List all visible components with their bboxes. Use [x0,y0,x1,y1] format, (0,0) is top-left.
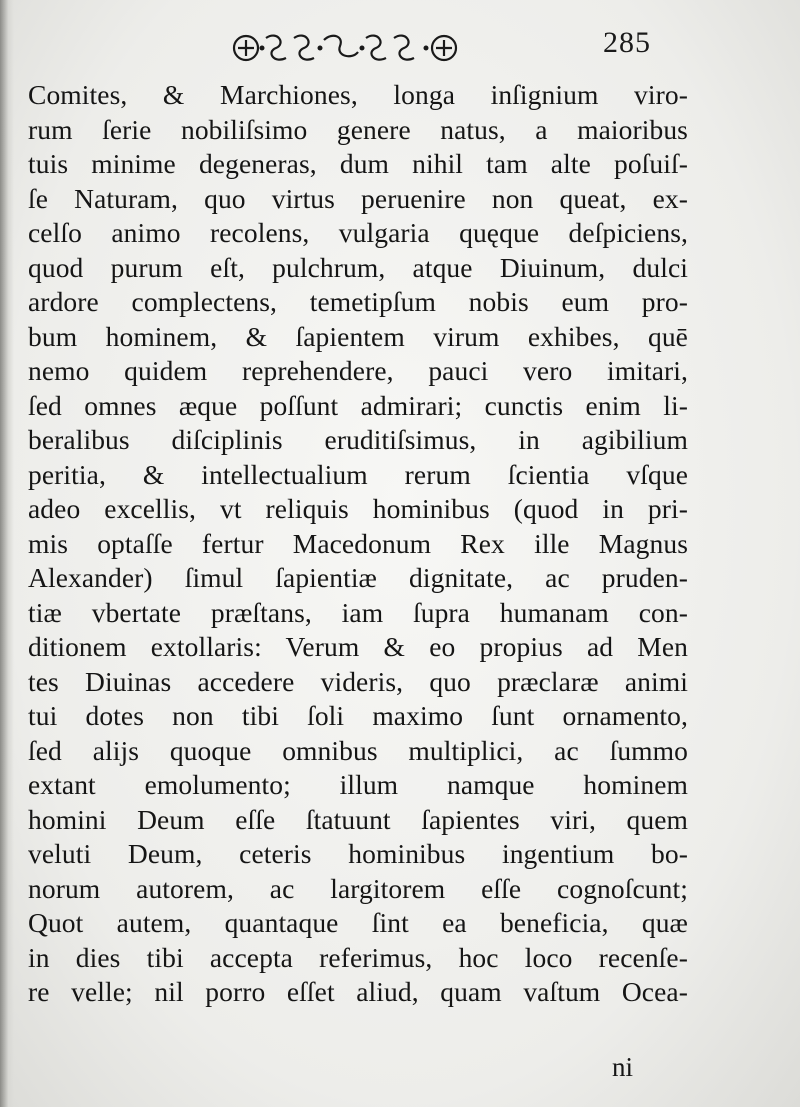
text-line: ſed alijs quoque omnibus multiplici, ac ſummo [28,734,688,766]
text-line: veluti Deum, ceteris hominibus ingentium bo- [28,838,688,869]
text-line: tes Diuinas accedere videris, quo præclaræ animi [28,665,688,697]
text-line: tiæ vbertate præſtans, iam ſupra humanam con- [28,596,688,628]
text-line: in dies tibi accepta referimus, hoc loco recenſe- [28,941,688,973]
text-line: Alexander) ſimul ſapientiæ dignitate, ac pruden- [28,562,688,593]
page-number: 285 [603,26,651,59]
headpiece-ornament-icon [228,30,468,66]
text-line: peritia, & intellectualium rerum ſcientia vſque [28,458,688,490]
text-line: adeo excellis, vt reliquis hominibus (quod in pri- [28,493,688,524]
text-line: rum ſerie nobiliſsimo genere natus, a maioribus [28,113,688,145]
text-line: ſe Naturam, quo virtus peruenire non queat, ex- [28,182,688,214]
text-line: homini Deum eſſe ſtatuunt ſapientes viri, quem [28,803,688,835]
text-line: bum hominem, & ſapientem virum exhibes, quē [28,320,688,352]
text-line: extant emolumento; illum namque hominem [28,769,688,800]
text-line: tuis minime degeneras, dum nihil tam alte poſuiſ- [28,148,688,179]
text-line: tui dotes non tibi ſoli maximo ſunt ornamento, [28,700,688,731]
page-gutter-shadow [0,0,14,1107]
text-line: ardore complectens, temetipſum nobis eum pro- [28,286,688,317]
text-line: ditionem extollaris: Verum & eo propius ad Men [28,631,688,662]
text-line: quod purum eſt, pulchrum, atque Diuinum, dulci [28,251,688,283]
text-line: nemo quidem reprehendere, pauci vero imitari, [28,355,688,386]
text-line: mis optaſſe fertur Macedonum Rex ille Magnus [28,527,688,559]
text-line: Quot autem, quantaque ſint ea beneficia, quæ [28,907,688,938]
text-line: ſed omnes æque poſſunt admirari; cunctis enim li- [28,389,688,421]
body-text [28,78,688,1010]
text-line: beralibus diſciplinis eruditiſsimus, in agibilium [28,424,688,455]
text-line: celſo animo recolens, vulgaria quęque deſpiciens, [28,217,688,248]
catchword: ni [612,1052,634,1082]
text-line: Comites, & Marchiones, longa inſignium viro- [28,79,688,110]
text-line: norum autorem, ac largitorem eſſe cognoſcunt; [28,872,688,904]
text-line: re velle; nil porro eſſet aliud, quam vaſtum Ocea- [28,976,688,1007]
